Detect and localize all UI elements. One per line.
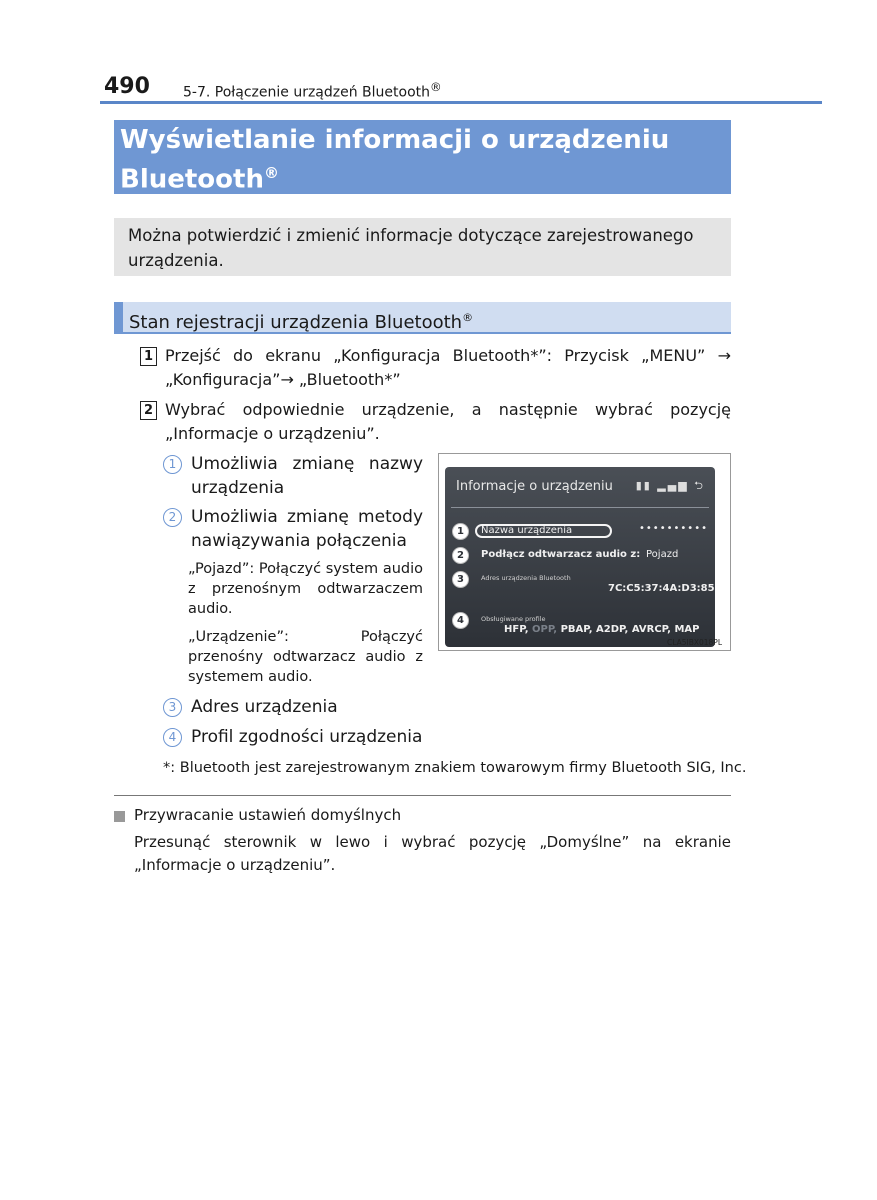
intro-box: Można potwierdzić i zmienić informacje dotyczące zarejestrowanego urządzenia.: [114, 218, 731, 276]
step-text: Wybrać odpowiednie urządzenie, a następnie wybrać pozycję „Informacje o urządzeniu”.: [165, 400, 731, 443]
profile-hfp: HFP,: [504, 624, 529, 635]
page-number: 490: [104, 74, 150, 99]
screen-callout: 3: [452, 571, 469, 588]
screen-callout: 4: [452, 612, 469, 629]
item-number-circle: 3: [163, 698, 182, 717]
bt-address-value: 7C:C5:37:4A:D3:85: [608, 583, 715, 594]
step-number: 1: [140, 347, 157, 366]
profile-opp: OPP,: [531, 624, 558, 635]
note-text: „Urządzenie”: Połączyć przenośny odtwarzacz audio z systemem audio.: [188, 629, 423, 685]
section2-title: Przywracanie ustawień domyślnych: [134, 806, 402, 824]
screen-title: Informacje o urządzeniu: [456, 479, 613, 494]
screen-divider: [451, 507, 709, 508]
subheading-reg-mark: ®: [462, 311, 474, 324]
screen-display: [445, 467, 715, 647]
section-square-icon: [114, 811, 125, 822]
screen-callout: 1: [452, 523, 469, 540]
step-number: 2: [140, 401, 157, 420]
device-name-row[interactable]: Nazwa urządzenia: [481, 525, 573, 536]
note-text: „Pojazd”: Połączyć system audio z przenośnym odtwarzaczem audio.: [188, 561, 423, 617]
page-title-line1: Wyświetlanie informacji o urządzeniu: [120, 125, 670, 155]
header-reg-mark: ®: [430, 80, 442, 94]
page-title-line2-text: Bluetooth: [120, 164, 264, 195]
list-item: Adres urządzenia: [191, 697, 338, 717]
image-caption-code: CLA5IBX018PL: [667, 638, 723, 647]
page-title: [114, 120, 731, 194]
section-divider: [114, 795, 731, 796]
item-number-circle: 1: [163, 455, 182, 474]
step-text: Przejść do ekranu „Konfiguracja Bluetooth*”: Przycisk „MENU” → „Konfiguracja”→ „Bluetooth*”: [165, 346, 731, 389]
list-item: Umożliwia zmianę metody nawiązywania połączenia: [191, 507, 423, 551]
status-icons: ▮▮ ▂▄▆ ⮌: [635, 479, 705, 492]
page-title-line2: [120, 157, 725, 197]
profiles-value: [504, 624, 699, 635]
footnote: *: Bluetooth jest zarejestrowanym znakiem towarowym firmy Bluetooth SIG, Inc.: [163, 760, 747, 776]
item-number-circle: 2: [163, 508, 182, 527]
connect-from-row[interactable]: Podłącz odtwarzacz audio z:: [481, 549, 641, 560]
header-section-text: 5-7. Połączenie urządzeń Bluetooth: [183, 84, 431, 101]
header-section-title: [183, 80, 442, 101]
header-rule: [100, 101, 822, 104]
profiles-label: Obsługiwane profile: [481, 615, 546, 623]
device-info-screenshot: [438, 453, 731, 651]
list-item: Profil zgodności urządzenia: [191, 727, 423, 747]
bt-address-label: Adres urządzenia Bluetooth: [481, 574, 571, 582]
screen-callout: 2: [452, 547, 469, 564]
subheading: [114, 302, 731, 334]
device-name-value: ••••••••••: [639, 523, 708, 534]
connect-from-value: Pojazd: [646, 549, 679, 560]
profile-others: PBAP, A2DP, AVRCP, MAP: [560, 624, 700, 635]
list-item: Umożliwia zmianę nazwy urządzenia: [191, 454, 423, 498]
subheading-text: Stan rejestracji urządzenia Bluetooth: [129, 312, 463, 333]
page-title-reg-mark: ®: [263, 164, 279, 182]
section2-body: Przesunąć sterownik w lewo i wybrać pozycję „Domyślne” na ekranie „Informacje o urządzeniu”.: [134, 833, 731, 874]
item-number-circle: 4: [163, 728, 182, 747]
